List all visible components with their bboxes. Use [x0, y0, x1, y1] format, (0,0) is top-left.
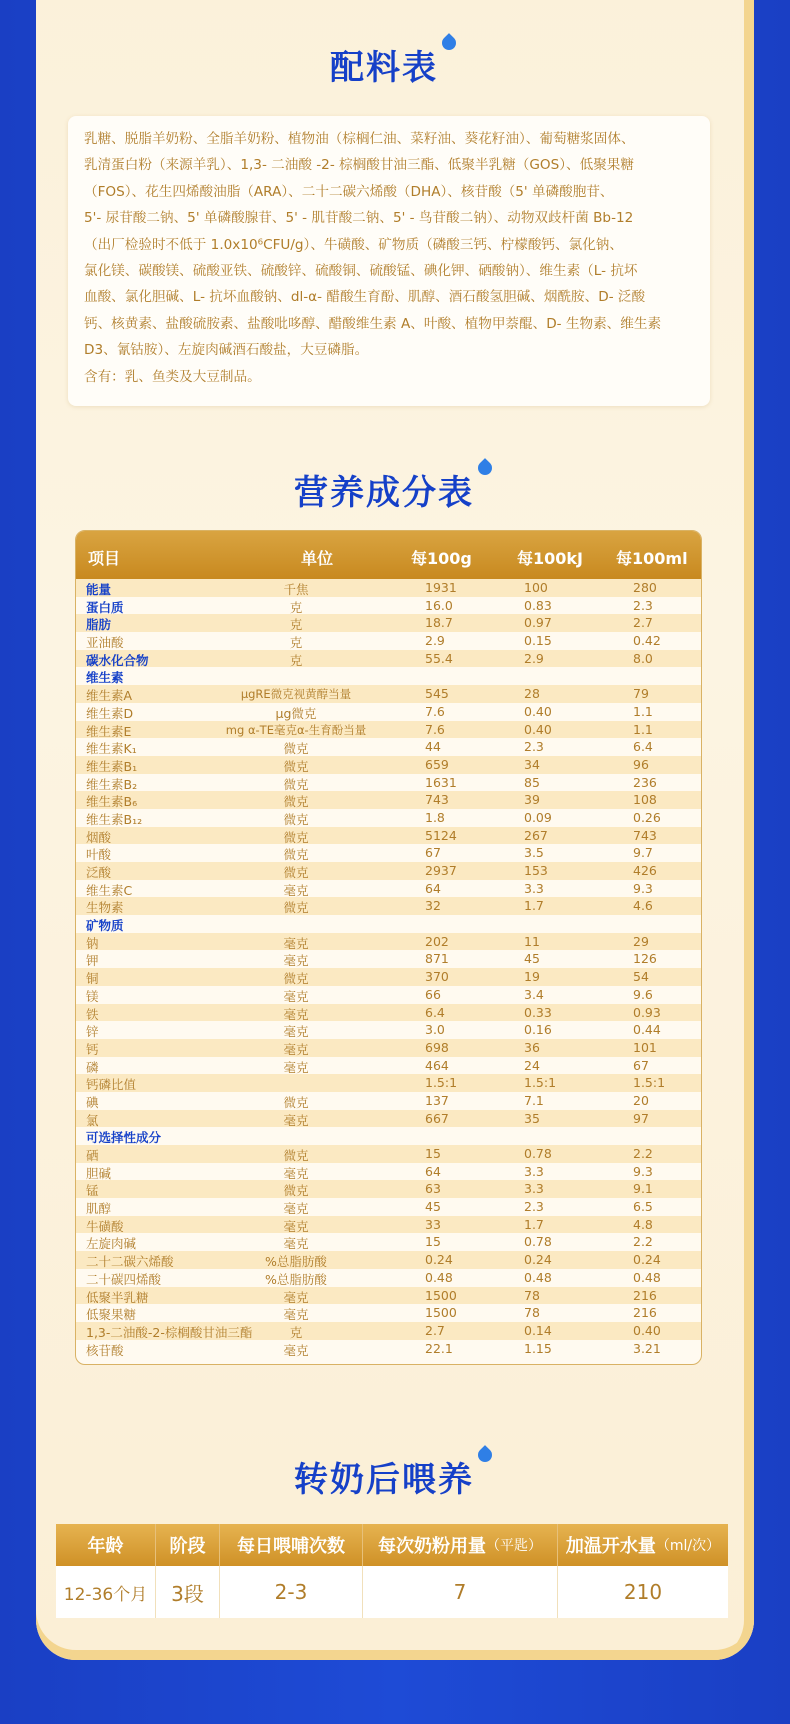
droplet-icon	[474, 1452, 496, 1474]
value-per-100kj: 78	[524, 1305, 540, 1321]
value-per-100ml: 96	[633, 756, 649, 772]
value-per-100ml: 4.6	[633, 898, 653, 914]
value-per-100kj: 39	[524, 792, 540, 808]
value-per-100kj: 1.7	[524, 1216, 544, 1232]
cell-stage: 3段	[156, 1566, 220, 1618]
value-per-100kj: 1.5:1	[524, 1075, 557, 1091]
nutrition-table-header	[76, 531, 701, 579]
value-per-100kj: 0.33	[524, 1004, 552, 1020]
value-per-100ml: 2.3	[633, 597, 653, 613]
value-per-100ml: 9.3	[633, 880, 653, 896]
value-per-100kj: 0.78	[524, 1146, 552, 1161]
nutrient-unit: 毫克	[283, 953, 309, 969]
value-per-100kj: 153	[524, 863, 548, 878]
value-per-100g: 32	[425, 898, 441, 914]
nutrient-unit: 毫克	[283, 882, 309, 898]
value-per-100kj: 85	[524, 774, 540, 790]
nutrition-row	[76, 1110, 701, 1128]
value-per-100g: 370	[425, 969, 449, 985]
nutrient-unit: 微克	[283, 865, 309, 880]
nutrient-unit: 克	[289, 599, 303, 615]
value-per-100kj: 0.83	[524, 597, 552, 613]
droplet-icon	[474, 465, 496, 487]
value-per-100ml: 2.7	[633, 615, 653, 631]
value-per-100g: 6.4	[425, 1004, 445, 1020]
nutrient-unit: 毫克	[283, 1112, 309, 1128]
value-per-100g: 67	[425, 845, 441, 861]
value-per-100ml: 9.6	[633, 986, 653, 1002]
value-per-100g: 1500	[425, 1305, 457, 1321]
nutrient-name: 牛磺酸	[86, 1218, 124, 1234]
ingredient-line: （FOS）、花生四烯酸油脂（ARA）、二十二碳六烯酸（DHA）、核苷酸（5' 单磷酸胞苷、	[84, 183, 614, 200]
nutrient-unit: μgRE微克视黄醇当量	[240, 687, 352, 702]
value-per-100kj: 45	[524, 951, 540, 967]
value-per-100ml: 9.7	[633, 845, 653, 861]
value-per-100kj: 2.3	[524, 739, 544, 755]
header-stage: 阶段	[156, 1524, 220, 1566]
header-per-100g: 每100g	[411, 549, 472, 568]
nutrition-row	[76, 897, 701, 915]
nutrition-row	[76, 1251, 701, 1269]
value-per-100g: 1.8	[425, 809, 445, 825]
nutrient-unit: 毫克	[283, 1059, 309, 1075]
value-per-100ml: 54	[633, 969, 649, 985]
nutrient-name: 钙	[86, 1041, 99, 1057]
value-per-100g: 871	[425, 951, 449, 967]
nutrition-row	[76, 1074, 701, 1092]
value-per-100kj: 0.78	[524, 1234, 552, 1250]
value-per-100kj: 19	[524, 969, 540, 985]
ingredient-line: D3、氰钴胺）、左旋肉碱酒石酸盐，大豆磷脂。	[84, 342, 369, 359]
value-per-100ml: 0.40	[633, 1322, 661, 1338]
nutrition-row	[76, 986, 701, 1004]
nutrition-row	[76, 1216, 701, 1234]
value-per-100ml: 280	[633, 580, 657, 595]
value-per-100g: 64	[425, 1163, 441, 1179]
value-per-100kj: 100	[524, 580, 548, 595]
value-per-100g: 55.4	[425, 650, 453, 666]
nutrient-unit: 毫克	[283, 1041, 309, 1057]
nutrient-unit: 毫克	[283, 1236, 309, 1252]
nutrition-row	[76, 1340, 701, 1358]
value-per-100kj: 3.3	[524, 1163, 544, 1179]
value-per-100g: 66	[425, 986, 441, 1002]
nutrition-row	[76, 791, 701, 809]
nutrient-unit: μg微克	[275, 705, 317, 721]
nutrient-name: 维生素	[86, 670, 124, 686]
nutrient-name: 维生素A	[86, 688, 133, 704]
ingredient-line: 钙、核黄素、盐酸硫胺素、盐酸吡哆醇、醋酸维生素 A、叶酸、植物甲萘醌、D- 生物素、维生素	[84, 315, 662, 332]
nutrient-unit: 微克	[283, 1183, 309, 1199]
nutrient-name: 氯	[86, 1112, 99, 1128]
header-water: 加温开水量 （ml/次）	[565, 1536, 721, 1557]
value-per-100g: 63	[425, 1181, 441, 1197]
value-per-100ml: 1.5:1	[633, 1075, 666, 1091]
value-per-100g: 44	[425, 739, 441, 755]
ingredient-line: 血酸、氯化胆碱、L- 抗坏血酸钠、dl-α- 醋酸生育酚、肌醇、酒石酸氢胆碱、烟酰胺、D- 泛酸	[84, 289, 646, 306]
value-per-100g: 18.7	[425, 615, 453, 631]
value-per-100ml: 9.3	[633, 1163, 653, 1179]
nutrient-name: 锌	[86, 1024, 99, 1040]
value-per-100ml: 101	[633, 1039, 657, 1055]
value-per-100g: 667	[425, 1110, 449, 1126]
nutrient-name: 左旋肉碱	[86, 1236, 137, 1252]
value-per-100ml: 743	[633, 827, 657, 843]
value-per-100kj: 7.1	[524, 1092, 544, 1108]
nutrient-name: 生物素	[86, 900, 124, 916]
nutrient-name: 可选择性成分	[86, 1130, 162, 1146]
nutrient-name: 维生素B₁	[86, 758, 138, 774]
value-per-100ml: 2.2	[633, 1234, 653, 1250]
value-per-100kj: 0.48	[524, 1269, 552, 1285]
nutrition-row	[76, 1269, 701, 1287]
value-per-100ml: 426	[633, 863, 657, 878]
value-per-100kj: 3.3	[524, 1181, 544, 1197]
value-per-100g: 1.5:1	[425, 1075, 458, 1091]
nutrient-name: 铁	[86, 1006, 99, 1022]
feeding-title: 转奶后喂养	[0, 1452, 790, 1501]
nutrition-row	[76, 809, 701, 827]
header-item: 项目	[88, 549, 121, 568]
nutrient-unit: %总脂肪酸	[265, 1271, 327, 1287]
nutrition-row	[76, 933, 701, 951]
nutrient-unit: 克	[289, 652, 303, 668]
value-per-100ml: 1.1	[633, 721, 653, 737]
ingredient-line: 含有：乳、鱼类及大豆制品。	[84, 368, 261, 385]
value-per-100ml: 1.1	[633, 703, 653, 719]
nutrition-row	[76, 597, 701, 615]
nutrition-row	[76, 703, 701, 721]
value-per-100kj: 28	[524, 686, 540, 702]
value-per-100ml: 216	[633, 1287, 657, 1303]
value-per-100g: 5124	[425, 827, 457, 843]
value-per-100kj: 0.40	[524, 721, 552, 737]
nutrient-name: 维生素D	[86, 705, 134, 721]
nutrition-row	[76, 1127, 701, 1145]
nutrient-name: 肌醇	[86, 1201, 112, 1217]
value-per-100kj: 3.3	[524, 880, 544, 896]
header-scoops: 每次奶粉用量 （平匙）	[363, 1524, 558, 1566]
value-per-100g: 7.6	[425, 721, 445, 737]
value-per-100ml: 216	[633, 1305, 657, 1321]
nutrient-name: 亚油酸	[86, 635, 124, 651]
value-per-100ml: 126	[633, 951, 657, 967]
value-per-100g: 2937	[425, 863, 457, 878]
value-per-100ml: 4.8	[633, 1216, 653, 1232]
value-per-100g: 15	[425, 1234, 441, 1250]
nutrient-unit: 毫克	[283, 1307, 309, 1323]
nutrition-row	[76, 915, 701, 933]
nutrition-row	[76, 632, 701, 650]
value-per-100ml: 0.44	[633, 1022, 661, 1038]
nutrition-row	[76, 968, 701, 986]
value-per-100ml: 20	[633, 1092, 649, 1108]
value-per-100g: 3.0	[425, 1022, 445, 1038]
nutrition-title: 营养成分表	[0, 465, 790, 514]
header-age: 年龄	[56, 1524, 156, 1566]
nutrient-name: 胆碱	[86, 1165, 112, 1181]
nutrient-name: 镁	[86, 988, 99, 1004]
nutrition-row	[76, 756, 701, 774]
nutrition-row	[76, 738, 701, 756]
nutrient-name: 维生素K₁	[86, 741, 137, 757]
value-per-100ml: 8.0	[633, 650, 653, 666]
ingredient-line: （出厂检验时不低于 1.0x10⁶CFU/g）、牛磺酸、矿物质（磷酸三钙、柠檬酸钙、氯化钠、	[84, 236, 623, 253]
nutrient-unit: 克	[289, 1324, 303, 1340]
value-per-100ml: 0.42	[633, 633, 661, 649]
nutrient-name: 维生素B₆	[86, 794, 138, 810]
ingredient-line: 氯化镁、碳酸镁、硫酸亚铁、硫酸锌、硫酸铜、硫酸锰、碘化钾、硒酸钠）、维生素（L- 抗坏	[84, 263, 638, 280]
nutrient-name: 泛酸	[86, 865, 112, 880]
nutrient-unit: 微克	[283, 1148, 309, 1163]
nutrient-name: 碳水化合物	[86, 652, 149, 668]
nutrition-row	[76, 1145, 701, 1163]
nutrition-row	[76, 667, 701, 685]
value-per-100kj: 0.97	[524, 615, 552, 631]
nutrition-row	[76, 1180, 701, 1198]
value-per-100kj: 1.7	[524, 898, 544, 914]
nutrient-name: 1,3-二油酸-2-棕榈酸甘油三酯	[86, 1324, 253, 1340]
value-per-100kj: 36	[524, 1039, 540, 1055]
nutrient-name: 碘	[86, 1094, 99, 1110]
header-per-100kj: 每100kJ	[517, 549, 583, 568]
nutrient-unit: 毫克	[283, 1289, 309, 1305]
value-per-100kj: 0.24	[524, 1252, 552, 1268]
cell-times: 2-3	[220, 1566, 363, 1618]
value-per-100ml: 236	[633, 774, 657, 790]
value-per-100g: 15	[425, 1146, 441, 1161]
nutrient-unit: mg α-TE毫克α-生育酚当量	[225, 722, 367, 737]
ingredient-line: 乳糖、脱脂羊奶粉、全脂羊奶粉、植物油（棕榈仁油、菜籽油、葵花籽油）、葡萄糖浆固体、	[84, 131, 635, 147]
value-per-100ml: 3.21	[633, 1340, 661, 1356]
nutrient-unit: %总脂肪酸	[265, 1254, 327, 1270]
ingredients-title: 配料表	[0, 40, 790, 89]
value-per-100g: 2.9	[425, 633, 445, 649]
nutrient-name: 铜	[86, 971, 99, 987]
nutrient-unit: 千焦	[283, 582, 309, 597]
nutrition-table	[75, 530, 702, 1365]
value-per-100kj: 78	[524, 1287, 540, 1303]
value-per-100ml: 0.48	[633, 1269, 661, 1285]
nutrition-row	[76, 1322, 701, 1340]
nutrition-row	[76, 1021, 701, 1039]
header-times: 每日喂哺次数	[220, 1524, 363, 1566]
value-per-100ml: 0.26	[633, 809, 661, 825]
nutrition-row	[76, 1233, 701, 1251]
nutrient-name: 核苷酸	[86, 1342, 124, 1358]
nutrition-row	[76, 721, 701, 739]
value-per-100ml: 108	[633, 792, 657, 808]
value-per-100g: 137	[425, 1092, 449, 1108]
nutrient-name: 维生素E	[86, 723, 132, 739]
nutrition-row	[76, 827, 701, 845]
feeding-table-header	[56, 1524, 728, 1566]
value-per-100ml: 97	[633, 1110, 649, 1126]
nutrition-row	[76, 1198, 701, 1216]
value-per-100ml: 2.2	[633, 1146, 653, 1161]
nutrition-row	[76, 1092, 701, 1110]
nutrient-name: 维生素C	[86, 882, 133, 898]
nutrient-unit: 毫克	[283, 988, 309, 1004]
nutrition-row	[76, 1287, 701, 1305]
nutrition-row	[76, 880, 701, 898]
nutrition-row	[76, 1057, 701, 1075]
value-per-100kj: 24	[524, 1057, 540, 1073]
nutrition-row	[76, 1039, 701, 1057]
value-per-100kj: 0.14	[524, 1322, 552, 1338]
value-per-100g: 698	[425, 1039, 449, 1055]
value-per-100ml: 67	[633, 1057, 649, 1073]
nutrition-row	[76, 1004, 701, 1022]
nutrient-name: 蛋白质	[86, 599, 124, 615]
value-per-100kj: 34	[524, 756, 540, 772]
value-per-100g: 7.6	[425, 703, 445, 719]
value-per-100g: 64	[425, 880, 441, 896]
value-per-100kj: 0.40	[524, 703, 552, 719]
value-per-100g: 2.7	[425, 1322, 445, 1338]
nutrition-row	[76, 774, 701, 792]
nutrient-name: 脂肪	[86, 617, 112, 633]
value-per-100kj: 3.5	[524, 845, 544, 861]
value-per-100kj: 35	[524, 1110, 540, 1126]
value-per-100ml: 79	[633, 686, 649, 702]
value-per-100kj: 2.9	[524, 650, 544, 666]
nutrition-row	[76, 685, 701, 703]
value-per-100ml: 6.5	[633, 1199, 653, 1215]
value-per-100g: 464	[425, 1057, 449, 1073]
nutrient-name: 磷	[86, 1059, 99, 1075]
nutrient-name: 二十二碳六烯酸	[86, 1254, 174, 1270]
ingredient-line: 乳清蛋白粉（来源羊乳）、1,3- 二油酸 -2- 棕榈酸甘油三酯、低聚半乳糖（GOS）、低聚果糖	[84, 157, 634, 174]
nutrient-name: 低聚果糖	[86, 1307, 137, 1323]
value-per-100g: 202	[425, 933, 449, 949]
nutrient-unit: 微克	[283, 971, 309, 987]
nutrient-unit: 微克	[283, 758, 309, 774]
value-per-100g: 16.0	[425, 597, 453, 613]
value-per-100g: 0.24	[425, 1252, 453, 1268]
nutrient-name: 叶酸	[86, 847, 112, 863]
nutrient-unit: 毫克	[283, 1218, 309, 1234]
nutrient-unit: 毫克	[283, 1165, 309, 1181]
droplet-icon	[438, 40, 460, 62]
cell-scoops: 7	[363, 1566, 558, 1618]
value-per-100g: 1500	[425, 1287, 457, 1303]
nutrition-row	[76, 950, 701, 968]
header-unit: 单位	[301, 549, 334, 568]
cell-water: 210	[623, 1580, 663, 1604]
nutrition-row	[76, 844, 701, 862]
nutrient-unit: 微克	[283, 1094, 309, 1110]
nutrition-row	[76, 579, 701, 597]
nutrient-name: 硒	[86, 1148, 99, 1163]
value-per-100kj: 2.3	[524, 1199, 544, 1215]
value-per-100ml: 6.4	[633, 739, 653, 755]
nutrition-row	[76, 1163, 701, 1181]
value-per-100g: 545	[425, 686, 449, 702]
value-per-100kj: 3.4	[524, 986, 544, 1002]
cell-age: 12-36个月	[56, 1566, 156, 1618]
nutrient-name: 钠	[86, 935, 99, 951]
nutrient-name: 二十碳四烯酸	[86, 1271, 162, 1287]
ingredients-box	[68, 116, 710, 406]
value-per-100ml: 0.93	[633, 1004, 661, 1020]
value-per-100g: 0.48	[425, 1269, 453, 1285]
value-per-100g: 743	[425, 792, 449, 808]
header-per-100ml: 每100ml	[616, 549, 688, 568]
nutrient-name: 烟酸	[86, 829, 112, 845]
nutrient-unit: 克	[289, 635, 303, 651]
nutrient-unit: 微克	[283, 811, 309, 827]
value-per-100g: 22.1	[425, 1340, 453, 1356]
nutrition-row	[76, 614, 701, 632]
nutrient-unit: 微克	[283, 829, 309, 845]
nutrient-unit: 毫克	[283, 1201, 309, 1217]
value-per-100g: 1631	[425, 774, 457, 790]
nutrient-name: 钾	[86, 953, 99, 969]
nutrient-name: 能量	[86, 582, 112, 597]
nutrition-row	[76, 862, 701, 880]
ingredient-line: 5'- 尿苷酸二钠、5' 单磷酸腺苷、5' - 肌苷酸二钠、5' - 鸟苷酸二钠）、动物双歧杆菌 Bb-12	[84, 210, 634, 227]
nutrient-name: 维生素B₂	[86, 776, 138, 792]
value-per-100kj: 0.16	[524, 1022, 552, 1038]
value-per-100g: 45	[425, 1199, 441, 1215]
nutrient-unit: 毫克	[283, 935, 309, 951]
value-per-100g: 1931	[425, 580, 457, 595]
nutrient-unit: 毫克	[283, 1342, 309, 1358]
value-per-100ml: 0.24	[633, 1252, 661, 1268]
value-per-100g: 659	[425, 756, 449, 772]
feeding-table	[56, 1524, 728, 1618]
value-per-100ml: 9.1	[633, 1181, 653, 1197]
nutrient-unit: 毫克	[283, 1024, 309, 1040]
value-per-100kj: 11	[524, 933, 540, 949]
nutrient-unit: 微克	[283, 776, 309, 792]
value-per-100kj: 0.15	[524, 633, 552, 649]
nutrient-name: 锰	[86, 1183, 99, 1199]
feeding-table-row	[56, 1566, 728, 1618]
nutrient-name: 矿物质	[86, 918, 124, 934]
nutrient-name: 低聚半乳糖	[86, 1289, 149, 1305]
value-per-100kj: 267	[524, 827, 548, 843]
nutrition-row	[76, 650, 701, 668]
nutrient-unit: 微克	[283, 794, 309, 810]
nutrition-row	[76, 1304, 701, 1322]
value-per-100g: 33	[425, 1216, 441, 1232]
nutrient-unit: 克	[289, 617, 303, 633]
nutrient-unit: 毫克	[283, 1006, 309, 1022]
value-per-100ml: 29	[633, 933, 649, 949]
nutrition-rows	[76, 579, 701, 1357]
nutrient-unit: 微克	[283, 741, 309, 757]
value-per-100kj: 0.09	[524, 809, 552, 825]
nutrient-name: 维生素B₁₂	[86, 811, 143, 827]
nutrient-name: 钙磷比值	[86, 1077, 137, 1093]
nutrient-unit: 微克	[283, 847, 309, 863]
value-per-100kj: 1.15	[524, 1340, 552, 1356]
nutrient-unit: 微克	[283, 900, 309, 916]
